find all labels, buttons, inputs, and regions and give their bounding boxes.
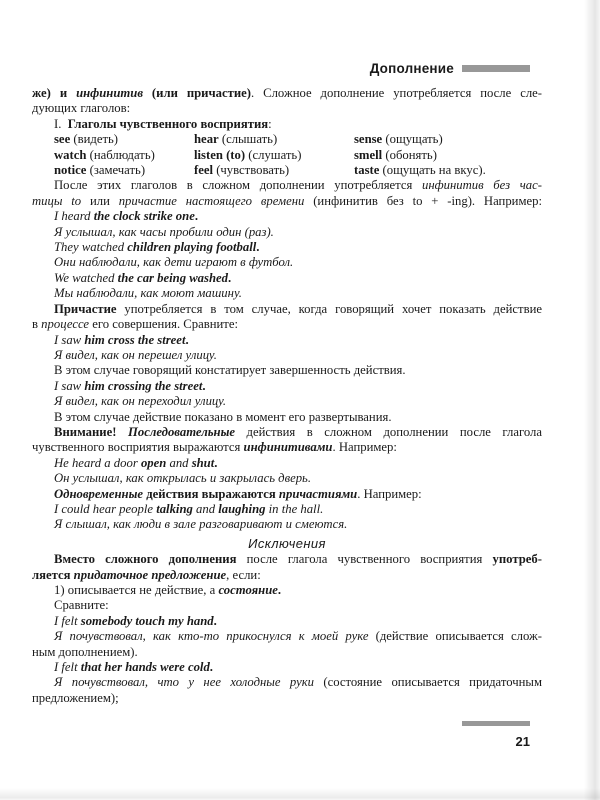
verb-cell bbox=[54, 148, 194, 163]
text-segment: . bbox=[202, 378, 206, 393]
text-segment: Последовательные bbox=[127, 424, 236, 439]
text-segment: . bbox=[194, 209, 199, 224]
section-heading-exceptions bbox=[32, 536, 542, 551]
example-line-en bbox=[32, 271, 542, 286]
text-segment: the clock strike one bbox=[93, 209, 195, 224]
rule-line bbox=[32, 317, 542, 332]
text-segment: . Сложное дополнение употребляется после сле- bbox=[251, 86, 543, 100]
verb-table-row bbox=[32, 148, 542, 163]
text-segment: . Например: bbox=[357, 486, 422, 501]
text-segment: smell bbox=[354, 147, 383, 162]
example-line-ru bbox=[32, 675, 542, 690]
footer-bar bbox=[462, 721, 530, 726]
verb-cell bbox=[54, 163, 194, 178]
page-number: 21 bbox=[515, 734, 530, 749]
page-footer bbox=[32, 713, 530, 749]
text-segment: I saw bbox=[54, 378, 85, 393]
text-segment: Я почувствовал, как кто-то прикоснулся к моей руке bbox=[54, 629, 376, 644]
text-segment: I felt bbox=[54, 660, 81, 675]
verb-cell bbox=[194, 148, 354, 163]
example-line-ru bbox=[32, 517, 542, 532]
rule-line bbox=[32, 487, 542, 502]
text-segment: children playing football bbox=[127, 240, 257, 255]
text-segment: инфинитивами bbox=[243, 440, 333, 455]
text-segment: . Например: bbox=[332, 440, 397, 455]
text-segment: They watched bbox=[54, 240, 128, 255]
comment-line bbox=[32, 363, 542, 378]
text-segment: He heard a door bbox=[54, 455, 141, 470]
text-segment: инфинитив bbox=[76, 86, 143, 100]
text-segment: же) и bbox=[32, 86, 77, 100]
text-segment: (слышать) bbox=[218, 132, 278, 147]
verb-cell bbox=[194, 132, 354, 147]
text-segment: предложением); bbox=[32, 690, 119, 705]
text-segment: Я видел, как он перешел улицу. bbox=[54, 347, 217, 362]
text-segment: (ощущать) bbox=[382, 132, 443, 147]
text-segment: . bbox=[256, 240, 260, 255]
example-line-en bbox=[32, 333, 542, 348]
text-segment: . bbox=[277, 583, 282, 597]
text-segment: употребляется в том случае, когда говорящий хочет показать действие bbox=[116, 301, 542, 316]
text-segment: hear bbox=[194, 132, 219, 147]
text-segment: laughing bbox=[218, 501, 266, 516]
text-segment: Вместо сложного дополнения bbox=[54, 552, 237, 567]
text-segment: (обонять) bbox=[382, 147, 437, 162]
text-segment: (или причастие) bbox=[143, 86, 252, 100]
text-segment: . bbox=[228, 270, 232, 285]
text-segment: (действие описывается слож- bbox=[375, 629, 542, 644]
example-line-en bbox=[32, 379, 542, 394]
text-segment: I. bbox=[54, 116, 68, 131]
text-segment: В этом случае действие показано в момент его развертывания. bbox=[54, 409, 392, 424]
text-segment: После этих глаголов в сложном дополнении употребляется bbox=[54, 178, 422, 193]
text-segment: действия выражаются bbox=[143, 486, 279, 501]
verb-cell bbox=[354, 132, 542, 147]
verb-cell bbox=[54, 132, 194, 147]
example-line-en bbox=[32, 209, 542, 224]
text-segment: процессе bbox=[41, 317, 90, 332]
rule-line bbox=[32, 302, 542, 317]
text-segment: 1) описывается не действие, а bbox=[54, 583, 219, 597]
text-segment: Я услышал, как часы пробили один (раз). bbox=[54, 224, 274, 239]
text-segment: I felt bbox=[54, 613, 81, 628]
example-line-en bbox=[32, 456, 542, 471]
rule-line bbox=[32, 194, 542, 209]
text-segment: and bbox=[192, 501, 219, 516]
verb-cell bbox=[354, 163, 542, 178]
example-line-en bbox=[32, 660, 542, 675]
text-segment: see bbox=[54, 132, 71, 147]
header-bar bbox=[462, 65, 530, 72]
text-segment: (состояние описывается придаточным bbox=[323, 675, 542, 690]
text-segment: его совершения. Сравните: bbox=[89, 317, 239, 332]
example-line-ru bbox=[32, 348, 542, 363]
text-segment: придаточное предложение bbox=[73, 567, 227, 582]
example-line-en bbox=[32, 240, 542, 255]
text-segment: (слушать) bbox=[245, 147, 302, 162]
rule-line bbox=[32, 425, 542, 440]
text-segment: В этом случае говорящий констатирует завершенность действия. bbox=[54, 363, 406, 378]
text-segment: Они наблюдали, как дети играют в футбол. bbox=[54, 255, 294, 270]
text-segment: (наблюдать) bbox=[86, 147, 155, 162]
text-segment: . bbox=[185, 332, 189, 347]
text-segment: (замечать) bbox=[86, 163, 146, 178]
text-body bbox=[32, 86, 542, 706]
text-segment: (инфинитив без to + -ing). Например: bbox=[304, 193, 543, 208]
text-segment: причастиями bbox=[278, 486, 358, 501]
example-line-ru bbox=[32, 629, 542, 644]
text-segment: the car being washed bbox=[117, 270, 228, 285]
example-line-en bbox=[32, 502, 542, 517]
text-segment: open bbox=[140, 455, 167, 470]
list-item bbox=[32, 583, 542, 598]
text-segment: или bbox=[81, 193, 119, 208]
rule-line bbox=[32, 440, 542, 455]
text-segment: действия в сложном дополнении после глагола bbox=[235, 424, 542, 439]
text-segment: ляется bbox=[32, 567, 74, 582]
text-segment: Внимание! bbox=[54, 424, 128, 439]
section-heading-verbs bbox=[32, 117, 542, 132]
page-header bbox=[32, 61, 530, 76]
text-segment: (чувствовать) bbox=[213, 163, 290, 178]
text-segment: в bbox=[32, 317, 42, 332]
example-line-ru bbox=[32, 471, 542, 486]
text-segment: Глаголы чувственного восприятия bbox=[67, 116, 269, 131]
verb-cell bbox=[194, 163, 354, 178]
verb-table-row bbox=[32, 163, 542, 178]
text-segment: , если: bbox=[226, 567, 261, 582]
verb-cell bbox=[354, 148, 542, 163]
example-line-ru bbox=[32, 225, 542, 240]
text-segment: Я видел, как он переходил улицу. bbox=[54, 394, 227, 409]
rule-line bbox=[32, 178, 542, 193]
text-segment: ным дополнением). bbox=[32, 644, 138, 659]
example-line-ru bbox=[32, 255, 542, 270]
text-segment: Причастие bbox=[54, 301, 117, 316]
rule-line bbox=[32, 568, 542, 583]
comment-line bbox=[32, 410, 542, 425]
text-segment: Сравните: bbox=[54, 598, 109, 613]
text-segment: talking bbox=[156, 501, 193, 516]
text-segment: состояние bbox=[218, 583, 278, 597]
text-segment: shut bbox=[191, 455, 215, 470]
text-segment: тицы to bbox=[32, 193, 82, 208]
text-segment: : bbox=[268, 116, 272, 131]
text-segment: I could hear people bbox=[54, 501, 157, 516]
text-segment: feel bbox=[194, 163, 214, 178]
text-segment: that her hands were cold bbox=[80, 660, 210, 675]
text-segment: I saw bbox=[54, 332, 85, 347]
text-segment: (видеть) bbox=[70, 132, 119, 147]
example-line-en bbox=[32, 614, 542, 629]
text-segment: somebody touch my hand bbox=[80, 613, 214, 628]
example-line-ru bbox=[32, 394, 542, 409]
text-segment: Я почувствовал, что у нее холодные руки bbox=[54, 675, 324, 690]
intro-line bbox=[32, 101, 542, 116]
text-segment: инфинитив без час- bbox=[422, 178, 542, 193]
text-segment: дующих глаголов: bbox=[32, 101, 131, 116]
text-segment: после глагола чувственного восприятия bbox=[236, 552, 493, 567]
text-segment: listen (to) bbox=[194, 147, 246, 162]
verb-table-row bbox=[32, 132, 542, 147]
text-segment: употреб- bbox=[492, 552, 542, 567]
text-segment: Он услышал, как открылась и закрылась дверь. bbox=[54, 471, 312, 486]
text-segment: Мы наблюдали, как моют машину. bbox=[54, 286, 242, 301]
text-segment: Я слышал, как люди в зале разговаривают и смеются. bbox=[54, 517, 348, 532]
text-segment: him crossing the street bbox=[84, 378, 203, 393]
rule-line bbox=[32, 552, 542, 567]
text-segment: in the hall. bbox=[265, 501, 324, 516]
page-edge-shadow-right bbox=[584, 0, 600, 800]
text-segment: taste bbox=[354, 163, 380, 178]
page-header-title: Дополнение bbox=[369, 61, 454, 76]
text-segment: watch bbox=[54, 147, 87, 162]
page-edge-shadow-bottom bbox=[0, 788, 600, 800]
text-segment: him cross the street bbox=[84, 332, 186, 347]
text-segment: notice bbox=[54, 163, 87, 178]
text-segment: . bbox=[214, 455, 218, 470]
text-segment: We watched bbox=[54, 270, 118, 285]
text-segment: Одновременные bbox=[54, 486, 144, 501]
text-segment: . bbox=[209, 660, 213, 675]
text-segment: . bbox=[213, 613, 217, 628]
text-segment: (ощущать на вкус). bbox=[379, 163, 486, 178]
text-segment: Исключения bbox=[248, 535, 326, 551]
text-segment: and bbox=[166, 455, 192, 470]
example-line-ru bbox=[32, 645, 542, 660]
text-segment: причастие настоящего времени bbox=[118, 193, 305, 208]
intro-line bbox=[32, 86, 542, 101]
text-segment: чувственного восприятия выражаются bbox=[32, 440, 244, 455]
text-segment: I heard bbox=[54, 209, 94, 224]
text-segment: sense bbox=[354, 132, 383, 147]
example-line-ru bbox=[32, 691, 542, 706]
example-line-ru bbox=[32, 286, 542, 301]
rule-line bbox=[32, 598, 542, 613]
